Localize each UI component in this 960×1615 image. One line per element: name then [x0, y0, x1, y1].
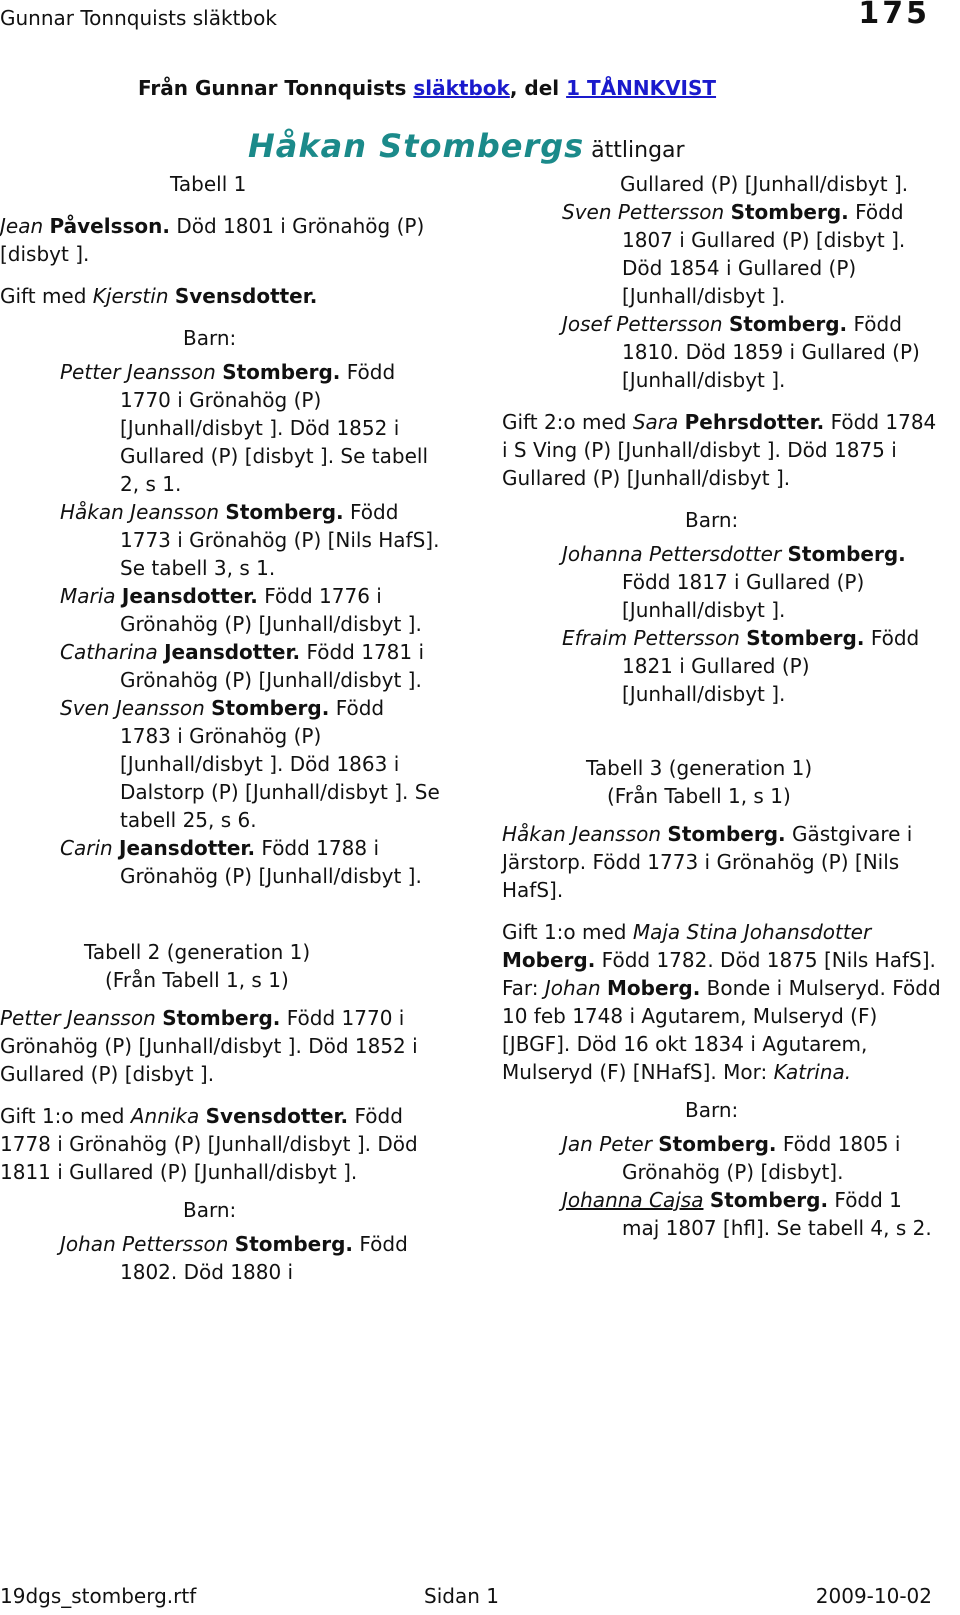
child-entry	[0, 358, 440, 498]
t3-person-given: Håkan Jeansson	[502, 822, 662, 846]
t3-children-label: Barn:	[685, 1098, 739, 1122]
child-given: Josef Pettersson	[562, 312, 723, 336]
t1-person-details: Död 1801 i Grönahög (P) [disbyt ].	[0, 214, 425, 266]
t1-spouse-surname: Svensdotter.	[174, 284, 318, 308]
t2-spouse-details: Född 1778 i Grönahög (P) [Junhall/disbyt ]. Död 1811 i Gullared (P) [Junhall/disbyt ].	[0, 1104, 418, 1184]
t2-person-given: Petter Jeansson	[0, 1006, 156, 1030]
child-entry	[502, 198, 942, 310]
child-details: Född 1770 i Grönahög (P) [Junhall/disbyt ]. Död 1852 i Gullared (P) [disbyt ]. Se tabell 2, s 1.	[120, 360, 428, 496]
child-surname: Stomberg.	[709, 1188, 829, 1212]
child-details: Född 1821 i Gullared (P) [Junhall/disbyt ].	[622, 626, 920, 706]
t1-person	[0, 212, 440, 268]
title-main: Håkan Stombergs	[248, 127, 585, 165]
child-given: Sven Jeansson	[60, 696, 205, 720]
table2-subtitle: (Från Tabell 1, s 1)	[105, 968, 289, 992]
t3-father-details: Bonde i Mulseryd. Född 10 feb 1748 i Agutarem, Mulseryd (F) [JBGF]. Död 16 okt 1834 i Agutarem, Mulseryd (F) [NHafS]. Mor:	[502, 976, 941, 1084]
t3-person	[502, 820, 942, 904]
child-given: Håkan Jeansson	[60, 500, 220, 524]
second-spouse-prefix: Gift 2:o med	[502, 410, 633, 434]
child-details: Född 1781 i Grönahög (P) [Junhall/disbyt ].	[120, 640, 425, 692]
table2-title: Tabell 2 (generation 1)	[84, 940, 311, 964]
t2-children-label: Barn:	[183, 1198, 237, 1222]
child-entry	[0, 694, 440, 834]
t3-person-surname: Stomberg.	[667, 822, 786, 846]
child-surname: Stomberg.	[787, 542, 906, 566]
child-entry	[0, 582, 440, 638]
child-given: Catharina	[60, 640, 158, 664]
t3-person-details: Gästgivare i Järstorp. Född 1773 i Grönahög (P) [Nils HafS].	[502, 822, 913, 902]
t2-spouse-surname: Svensdotter.	[205, 1104, 349, 1128]
t2-person-surname: Stomberg.	[162, 1006, 281, 1030]
child-given: Carin	[60, 836, 113, 860]
child-details: Född 1773 i Grönahög (P) [Nils HafS]. Se tabell 3, s 1.	[120, 500, 440, 580]
child-given: Johanna Pettersdotter	[562, 542, 782, 566]
t3-spouse	[502, 918, 942, 1086]
child-surname: Stomberg.	[222, 360, 341, 384]
source-line	[138, 74, 716, 102]
child-details: Född 1802. Död 1880 i	[120, 1232, 408, 1284]
child-entry	[502, 624, 942, 708]
t3-father-surname: Moberg.	[607, 976, 701, 1000]
footer-page: Sidan 1	[424, 1584, 499, 1608]
footer-date: 2009-10-02	[815, 1584, 932, 1608]
child-given: Maria	[60, 584, 116, 608]
t2-spouse	[0, 1102, 440, 1186]
t1-spouse-given: Kjerstin	[92, 284, 169, 308]
child-entry	[0, 638, 440, 694]
t2-spouse-prefix: Gift 1:o med	[0, 1104, 131, 1128]
child-surname: Stomberg.	[746, 626, 865, 650]
t2-person-details: Född 1770 i Grönahög (P) [Junhall/disbyt ]. Död 1852 i Gullared (P) [disbyt ].	[0, 1006, 418, 1086]
child-surname: Stomberg.	[730, 200, 849, 224]
second-spouse-details: Född 1784 i S Ving (P) [Junhall/disbyt ]. Död 1875 i Gullared (P) [Junhall/disbyt ].	[502, 410, 937, 490]
table3-title: Tabell 3 (generation 1)	[586, 756, 813, 780]
child-details: Född 1807 i Gullared (P) [disbyt ]. Död 1854 i Gullared (P) [Junhall/disbyt ].	[622, 200, 906, 308]
t1-spouse-prefix: Gift med	[0, 284, 93, 308]
source-mid: , del	[509, 76, 567, 100]
child-given: Petter Jeansson	[60, 360, 216, 384]
child-given: Jan Peter	[562, 1132, 652, 1156]
child-details: Född 1788 i Grönahög (P) [Junhall/disbyt ].	[120, 836, 422, 888]
child-entry	[0, 1230, 440, 1286]
child-details: Född 1 maj 1807 [hfl]. Se tabell 4, s 2.	[622, 1188, 932, 1240]
child-entry	[0, 498, 440, 582]
child-details: Född 1783 i Grönahög (P) [Junhall/disbyt ]. Död 1863 i Dalstorp (P) [Junhall/disbyt ]. Se tabell 25, s 6.	[120, 696, 440, 832]
t2-spouse-given: Annika	[130, 1104, 200, 1128]
table3-subtitle: (Från Tabell 1, s 1)	[607, 784, 791, 808]
child-details: Född 1810. Död 1859 i Gullared (P) [Junhall/disbyt ].	[622, 312, 920, 392]
second-spouse-surname: Pehrsdotter.	[684, 410, 825, 434]
child-entry	[502, 1186, 942, 1242]
t3-spouse-details: Född 1782. Död 1875 [Nils HafS]. Far:	[502, 948, 936, 1000]
child-surname: Stomberg.	[225, 500, 344, 524]
t1-children-label: Barn:	[183, 326, 237, 350]
second-spouse-given: Sara	[632, 410, 679, 434]
child-surname: Stomberg.	[728, 312, 848, 336]
t1-spouse	[0, 282, 440, 310]
child-surname: Stomberg.	[211, 696, 330, 720]
t3-mother: Katrina.	[773, 1060, 852, 1084]
t3-father-given: Johan	[544, 976, 601, 1000]
page-number: 175	[858, 0, 930, 31]
child-entry	[502, 1130, 942, 1186]
link-slaktbok[interactable]: släktbok	[413, 76, 510, 100]
t2-person	[0, 1004, 440, 1088]
child-entry	[502, 540, 942, 624]
child-entry	[502, 310, 942, 394]
child-surname: Stomberg.	[658, 1132, 777, 1156]
t3-spouse-given: Maja Stina Johansdotter	[632, 920, 872, 944]
footer-filename: 19dgs_stomberg.rtf	[0, 1584, 197, 1608]
left-column	[0, 170, 440, 1286]
t1-person-surname: Påvelsson.	[49, 214, 170, 238]
continued-details: Gullared (P) [Junhall/disbyt ].	[620, 172, 909, 196]
table1-title: Tabell 1	[170, 172, 247, 196]
second-children-label: Barn:	[685, 508, 739, 532]
child-given: Efraim Pettersson	[562, 626, 740, 650]
page-title	[248, 127, 685, 165]
t3-spouse-prefix: Gift 1:o med	[502, 920, 633, 944]
running-header: Gunnar Tonnquists släktbok	[0, 6, 277, 30]
title-suffix: ättlingar	[584, 138, 685, 163]
link-tannkvist[interactable]: 1 TÅNNKVIST	[566, 76, 717, 100]
t3-spouse-surname: Moberg.	[502, 948, 596, 972]
child-entry	[0, 834, 440, 890]
second-spouse	[502, 408, 942, 492]
child-surname: Jeansdotter.	[121, 584, 258, 608]
child-details: Född 1817 i Gullared (P) [Junhall/disbyt ].	[622, 570, 865, 622]
child-surname: Jeansdotter.	[164, 640, 301, 664]
child-given-link[interactable]: Johanna Cajsa	[562, 1188, 704, 1212]
source-prefix: Från Gunnar Tonnquists	[138, 76, 414, 100]
t1-person-given: Jean	[0, 214, 44, 238]
child-given: Johan Pettersson	[60, 1232, 229, 1256]
child-surname: Jeansdotter.	[119, 836, 256, 860]
right-column	[502, 170, 942, 1242]
child-details: Född 1776 i Grönahög (P) [Junhall/disbyt ].	[120, 584, 422, 636]
child-details: Född 1805 i Grönahög (P) [disbyt].	[622, 1132, 901, 1184]
child-given: Sven Pettersson	[562, 200, 725, 224]
child-surname: Stomberg.	[234, 1232, 353, 1256]
